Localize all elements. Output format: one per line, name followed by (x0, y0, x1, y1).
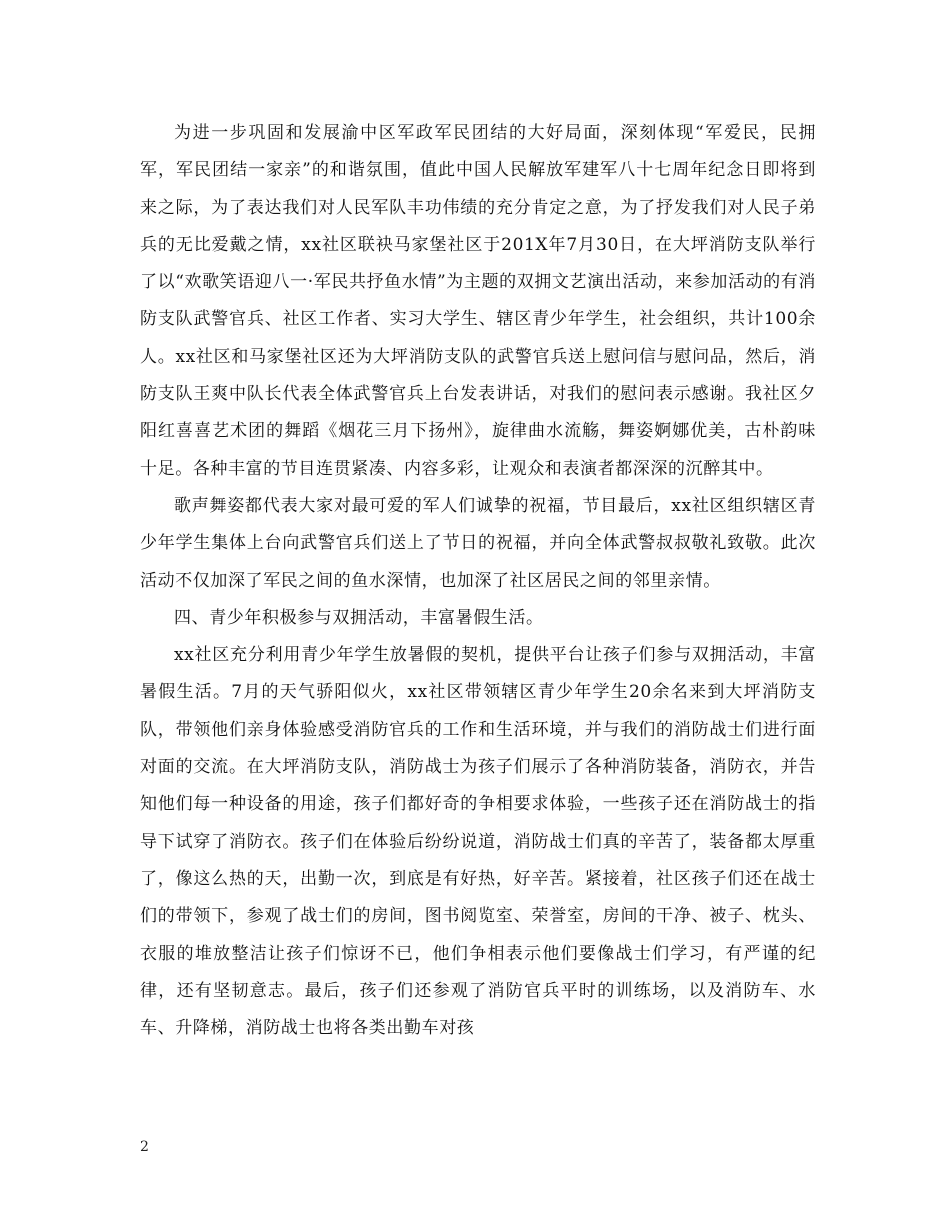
paragraph-blessing: 歌声舞姿都代表大家对最可爱的军人们诚挚的祝福，节目最后，xx社区组织辖区青少年学生集体上台向武警官兵们送上了节日的祝福，并向全体武警叔叔敬礼致敬。此次活动不仅加深了军民之间的鱼水深情，也加深了社区居民之间的邻里亲情。 (140, 495, 816, 591)
paragraph-celebration: 为进一步巩固和发展渝中区军政军民团结的大好局面，深刻体现“军爱民，民拥军，军民团结一家亲”的和谐氛围，值此中国人民解放军建军八十七周年纪念日即将到来之际，为了表达我们对人民军队丰功伟绩的充分肯定之意，为了抒发我们对人民子弟兵的无比爱戴之情，xx社区联袂马家堡社区于201X年7月30日，在大坪消防支队举行了以“欢歌笑语迎八一·军民共抒鱼水情”为主题的双拥文艺演出活动，来参加活动的有消防支队武警官兵、社区工作者、实习大学生、辖区青少年学生，社会组织，共计100余人。xx社区和马家堡社区还为大坪消防支队的武警官兵送上慰问信与慰问品，然后，消防支队王爽中队长代表全体武警官兵上台发表讲话，对我们的慰问表示感谢。我社区夕阳红喜喜艺术团的舞蹈《烟花三月下扬州》，旋律曲水流觞，舞姿婀娜优美，古朴韵味十足。各种丰富的节目连贯紧凑、内容多彩，让观众和表演者都深深的沉醉其中。 (140, 123, 816, 479)
page-number: 2 (140, 1139, 149, 1155)
section-heading: 四、青少年积极参与双拥活动，丰富暑假生活。 (174, 607, 544, 628)
paragraph-youth-activity: xx社区充分利用青少年学生放暑假的契机，提供平台让孩子们参与双拥活动，丰富暑假生活。7月的天气骄阳似火，xx社区带领辖区青少年学生20余名来到大坪消防支队，带领他们亲身体验感受消防官兵的工作和生活环境，并与我们的消防战士们进行面对面的交流。在大坪消防支队，消防战士为孩子们展示了各种消防装备，消防衣，并告知他们每一种设备的用途，孩子们都好奇的争相要求体验，一些孩子还在消防战士的指导下试穿了消防衣。孩子们在体验后纷纷说道，消防战士们真的辛苦了，装备都太厚重了，像这么热的天，出勤一次，到底是有好热，好辛苦。紧接着，社区孩子们还在战士们的带领下，参观了战士们的房间，图书阅览室、荣誉室，房间的干净、被子、枕头、衣服的堆放整洁让孩子们惊讶不已，他们争相表示他们要像战士们学习，有严谨的纪律，还有坚韧意志。最后，孩子们还参观了消防官兵平时的训练场，以及消防车、水车、升降梯，消防战士也将各类出勤车对孩 (140, 645, 816, 1039)
body-text (140, 115, 816, 1047)
